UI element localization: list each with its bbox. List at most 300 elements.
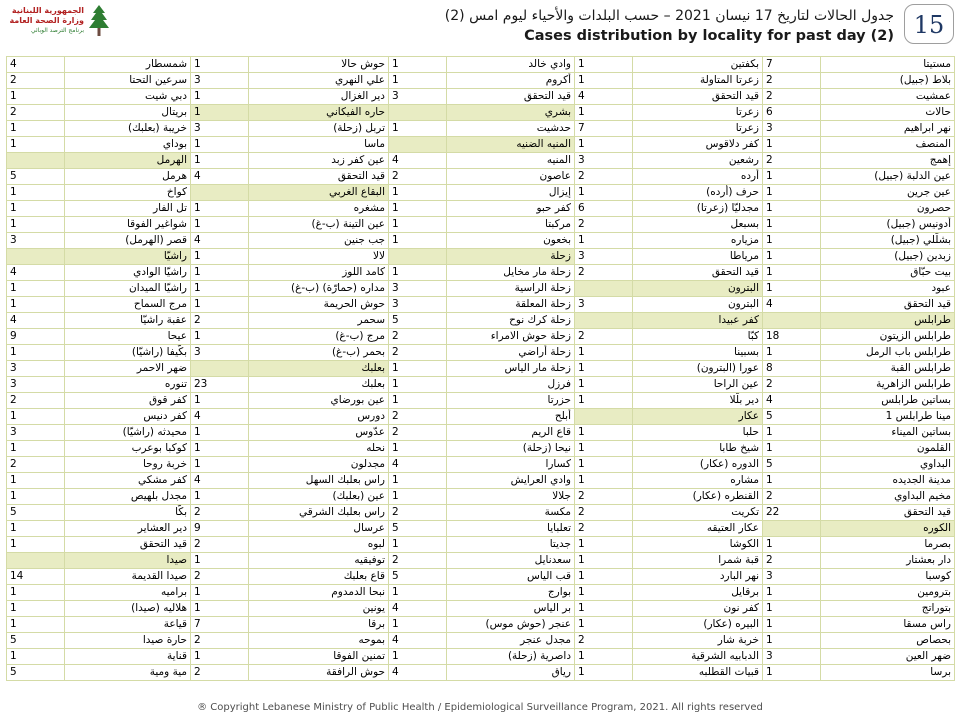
case-count: 1 [575,601,633,617]
case-count: 1 [763,185,821,201]
case-count: 3 [575,153,633,169]
locality-name: عقبة راشيّا [65,313,191,329]
locality-name: أبلح [447,409,575,425]
locality-name: دير الغزال [249,89,389,105]
case-count: 1 [389,361,447,377]
locality-name: كفر دلاقوس [633,137,763,153]
locality-name: مجدليّا (زعرتا) [633,201,763,217]
case-count [763,521,821,537]
case-count: 1 [7,185,65,201]
case-count: 2 [389,329,447,345]
case-count: 1 [763,217,821,233]
case-count: 3 [763,649,821,665]
table-row [7,265,955,281]
case-count [389,249,447,265]
case-count: 2 [7,73,65,89]
case-count: 2 [191,313,249,329]
locality-name: حالات [821,105,955,121]
locality-name: زحلة كرك نوح [447,313,575,329]
district-header: المنيه الضنيه [447,137,575,153]
locality-name: الدوره (عكار) [633,457,763,473]
case-count: 1 [191,265,249,281]
case-count: 1 [7,345,65,361]
case-count: 1 [575,585,633,601]
case-count: 1 [191,137,249,153]
case-count: 1 [575,457,633,473]
table-row [7,345,955,361]
case-count: 5 [389,521,447,537]
case-count: 22 [763,505,821,521]
case-count: 1 [763,249,821,265]
locality-name: تنوره [65,377,191,393]
case-count: 3 [389,89,447,105]
case-count: 7 [763,57,821,73]
table-row [7,297,955,313]
table-row [7,393,955,409]
locality-name: جب جنين [249,233,389,249]
locality-name: دار بعشتار [821,553,955,569]
case-count: 2 [389,505,447,521]
case-count: 1 [389,393,447,409]
locality-name: بموحه [249,633,389,649]
locality-name: عدّوس [249,425,389,441]
locality-name: ضهر الاحمر [65,361,191,377]
case-count: 5 [7,169,65,185]
locality-name: زحلة حوش الامراء [447,329,575,345]
case-count: 1 [389,57,447,73]
district-header: زحلة [447,249,575,265]
table-row [7,585,955,601]
locality-name: نهر البارد [633,569,763,585]
case-count: 1 [575,553,633,569]
locality-name: قاع بعلبك [249,569,389,585]
table-row [7,425,955,441]
table-row [7,361,955,377]
case-count: 1 [389,537,447,553]
locality-name: أدونيس (جبيل) [821,217,955,233]
case-count: 1 [763,425,821,441]
locality-name: المنيه [447,153,575,169]
case-count: 1 [389,377,447,393]
locality-name: راس بعلبك السهل [249,473,389,489]
locality-name: قيد التحقق [249,169,389,185]
case-count: 1 [575,233,633,249]
case-count: 5 [763,409,821,425]
district-header: بشري [447,105,575,121]
locality-name: عين (بعلبك) [249,489,389,505]
locality-name: عرسال [249,521,389,537]
locality-name: القنطره (عكار) [633,489,763,505]
locality-name: زبدين (جبيل) [821,249,955,265]
locality-name: زحلة مار الياس [447,361,575,377]
locality-name: قيد التحقق [633,265,763,281]
case-count: 2 [389,169,447,185]
table-row [7,601,955,617]
case-count: 3 [575,297,633,313]
case-count: 1 [7,217,65,233]
locality-name: راشيّا الوادي [65,265,191,281]
case-count: 4 [389,153,447,169]
district-header: صيدا [65,553,191,569]
case-count: 1 [7,537,65,553]
locality-name: قيد التحقق [633,89,763,105]
district-header: بعلبك [249,361,389,377]
locality-name: بترومين [821,585,955,601]
case-count: 2 [763,377,821,393]
case-count: 3 [389,281,447,297]
locality-name: قاع الريم [447,425,575,441]
locality-name: طرابلس باب الرمل [821,345,955,361]
case-count: 1 [763,537,821,553]
locality-name: توفيقيه [249,553,389,569]
locality-name: مجدل عنجر [447,633,575,649]
case-count: 1 [763,601,821,617]
locality-name: مجدل بلهيص [65,489,191,505]
locality-name: مداره (حمارّة) (ب-غ) [249,281,389,297]
locality-name: بعلبك [249,377,389,393]
case-count [191,361,249,377]
locality-name: البداوي [821,457,955,473]
locality-name: خريبة (بعلبك) [65,121,191,137]
case-count: 1 [389,649,447,665]
locality-name: برقايل [633,585,763,601]
case-count: 2 [575,521,633,537]
case-count: 1 [575,73,633,89]
locality-name: تل الفار [65,201,191,217]
case-count: 2 [191,665,249,681]
case-count: 1 [389,265,447,281]
case-count: 1 [763,169,821,185]
slide-number: 15 [904,4,954,44]
locality-name: إهمج [821,153,955,169]
case-count: 1 [763,441,821,457]
case-count: 2 [575,329,633,345]
case-count: 1 [575,345,633,361]
table-row [7,649,955,665]
case-count: 1 [191,281,249,297]
locality-name: حارة صيدا [65,633,191,649]
case-count: 2 [389,345,447,361]
case-count: 4 [191,233,249,249]
case-count [763,313,821,329]
locality-name: كوسبا [821,569,955,585]
case-count: 3 [191,121,249,137]
district-header: البقاع الغربي [249,185,389,201]
case-count: 3 [7,361,65,377]
case-count: 2 [389,553,447,569]
case-count: 9 [191,521,249,537]
case-count: 7 [191,617,249,633]
case-count: 4 [389,633,447,649]
table-row [7,249,955,265]
locality-name: عين التينة (ب-غ) [249,217,389,233]
case-count: 2 [575,633,633,649]
cases-table [6,56,955,681]
case-count: 1 [191,217,249,233]
locality-name: بحصاص [821,633,955,649]
case-count: 2 [191,633,249,649]
case-count: 1 [763,137,821,153]
case-count: 1 [389,201,447,217]
case-count: 4 [575,89,633,105]
locality-name: محيدثه (راشيّا) [65,425,191,441]
case-count: 3 [7,425,65,441]
locality-name: حوش الرافقة [249,665,389,681]
case-count: 1 [389,585,447,601]
district-header: راشيّا [65,249,191,265]
case-count: 2 [575,489,633,505]
locality-name: الدبابيه الشرقية [633,649,763,665]
case-count: 8 [763,361,821,377]
locality-name: بصرما [821,537,955,553]
case-count: 1 [763,585,821,601]
case-count: 18 [763,329,821,345]
case-count: 2 [389,425,447,441]
locality-name: شواغير الفوقا [65,217,191,233]
case-count [389,105,447,121]
case-count: 2 [763,553,821,569]
case-count: 1 [7,521,65,537]
case-count: 5 [389,313,447,329]
case-count: 2 [763,489,821,505]
locality-name: زعرتا [633,105,763,121]
case-count: 1 [7,489,65,505]
locality-name: حزرتا [447,393,575,409]
table-row [7,137,955,153]
locality-name: لالا [249,249,389,265]
locality-name: بكّا [65,505,191,521]
title-arabic: جدول الحالات لتاريخ 17 نيسان 2021 – حسب البلدات والأحياء ليوم امس (2) [444,8,894,24]
copyright-footer: ® Copyright Lebanese Ministry of Public Health / Epidemiological Surveillance Program, 2021. All rights reserved [197,702,763,713]
case-count: 2 [763,153,821,169]
locality-name: مركبتا [447,217,575,233]
table-row [7,121,955,137]
locality-name: قناية [65,649,191,665]
table-row [7,457,955,473]
locality-name: نهر ابراهيم [821,121,955,137]
case-count: 3 [191,73,249,89]
locality-name: مجدلون [249,457,389,473]
locality-name: مدينة الجديده [821,473,955,489]
case-count: 1 [191,441,249,457]
case-count [575,281,633,297]
case-count: 1 [389,185,447,201]
case-count: 5 [7,665,65,681]
case-count: 2 [763,73,821,89]
table-row [7,57,955,73]
case-count: 1 [191,553,249,569]
locality-name: داصرية (زحلة) [447,649,575,665]
case-count: 1 [575,473,633,489]
case-count: 2 [763,89,821,105]
locality-name: بخعون [447,233,575,249]
locality-name: برقا [249,617,389,633]
locality-name: راس مسقا [821,617,955,633]
case-count: 1 [763,233,821,249]
case-count: 2 [191,537,249,553]
locality-name: مشغره [249,201,389,217]
locality-name: البيره (عكار) [633,617,763,633]
locality-name: كفر مشكي [65,473,191,489]
locality-name: وادي العرايش [447,473,575,489]
case-count: 1 [7,137,65,153]
case-count: 3 [763,121,821,137]
case-count: 1 [763,473,821,489]
case-count: 1 [191,425,249,441]
case-count: 7 [575,121,633,137]
table-row [7,489,955,505]
district-header: الكوره [821,521,955,537]
logo-line-2: وزارة الصحة العامة [9,16,84,25]
case-count: 1 [575,569,633,585]
case-count: 1 [191,105,249,121]
case-count: 2 [7,393,65,409]
case-count: 9 [7,329,65,345]
case-count: 1 [575,137,633,153]
case-count: 1 [7,473,65,489]
case-count: 1 [575,393,633,409]
case-count: 4 [389,601,447,617]
locality-name: كفر حبو [447,201,575,217]
locality-name: بر الياس [447,601,575,617]
case-count: 1 [575,537,633,553]
table-row [7,441,955,457]
locality-name: بسبعل [633,217,763,233]
case-count: 2 [191,569,249,585]
case-count [7,249,65,265]
locality-name: بتوراتج [821,601,955,617]
case-count: 4 [7,57,65,73]
case-count: 1 [7,297,65,313]
case-count: 1 [7,201,65,217]
locality-name: سعدنايل [447,553,575,569]
cedar-tree-icon [88,4,110,38]
locality-name: قصر (الهرمل) [65,233,191,249]
locality-name: كفر دنيس [65,409,191,425]
table-row [7,569,955,585]
locality-name: بشلّلي (جبيل) [821,233,955,249]
locality-name: كواخ [65,185,191,201]
locality-name: بكّيفا (راشيّا) [65,345,191,361]
case-count: 1 [575,377,633,393]
locality-name: قب الياس [447,569,575,585]
table-row [7,553,955,569]
locality-name: جديتا [447,537,575,553]
locality-name: خربة روحا [65,457,191,473]
case-count: 6 [763,105,821,121]
locality-name: هلاليه (صيدا) [65,601,191,617]
locality-name: كفر نون [633,601,763,617]
case-count: 4 [389,665,447,681]
locality-name: حصرون [821,201,955,217]
slide-titles [445,6,894,46]
table-row [7,617,955,633]
locality-name: قيد التحقق [821,297,955,313]
locality-name: تكريت [633,505,763,521]
locality-name: أكروم [447,73,575,89]
case-count: 1 [575,105,633,121]
case-count: 2 [575,505,633,521]
table-row [7,233,955,249]
locality-name: عين كفر زبد [249,153,389,169]
locality-name: مية ومية [65,665,191,681]
case-count: 1 [763,665,821,681]
case-count: 4 [191,169,249,185]
case-count: 6 [575,201,633,217]
locality-name: البترون [633,297,763,313]
table-row [7,73,955,89]
locality-name: شيخ طابا [633,441,763,457]
locality-name: برسا [821,665,955,681]
locality-name: خربة شار [633,633,763,649]
case-count: 2 [575,169,633,185]
locality-name: زحلة المعلقة [447,297,575,313]
table-row [7,89,955,105]
locality-name: مزياره [633,233,763,249]
locality-name: كسارا [447,457,575,473]
case-count: 1 [191,201,249,217]
case-count: 1 [389,121,447,137]
table-row [7,665,955,681]
table-row [7,105,955,121]
table-row [7,377,955,393]
locality-name: زعرتا [633,121,763,137]
locality-name: عين الدلبة (جبيل) [821,169,955,185]
locality-name: عمشيت [821,89,955,105]
case-count: 3 [7,377,65,393]
district-header: طرابلس [821,313,955,329]
case-count: 1 [7,89,65,105]
case-count: 1 [191,57,249,73]
case-count: 4 [389,457,447,473]
case-count: 1 [191,585,249,601]
locality-name: كبّا [633,329,763,345]
case-count: 1 [763,633,821,649]
locality-name: راس بعلبك الشرقي [249,505,389,521]
case-count: 5 [763,457,821,473]
district-header: الهرمل [65,153,191,169]
locality-name: الكوشا [633,537,763,553]
locality-name: قياعة [65,617,191,633]
title-english: Cases distribution by locality for past day (2) [524,28,894,44]
case-count: 1 [191,601,249,617]
table-row [7,217,955,233]
locality-name: دير بلّلا [633,393,763,409]
locality-name: دبي شيت [65,89,191,105]
locality-name: مكسة [447,505,575,521]
district-header: البترون [633,281,763,297]
locality-name: وادي خالد [447,57,575,73]
table-row [7,633,955,649]
locality-name: مستيتا [821,57,955,73]
locality-name: عنجر (حوش موس) [447,617,575,633]
locality-name: حلبا [633,425,763,441]
district-header: عكار [633,409,763,425]
case-count: 1 [763,265,821,281]
locality-name: بوداي [65,137,191,153]
locality-name: عيحا [65,329,191,345]
locality-name: عين بورضاي [249,393,389,409]
case-count [575,313,633,329]
case-count: 1 [191,329,249,345]
cases-table-body [7,57,955,681]
locality-name: بلاط (جبيل) [821,73,955,89]
case-count: 4 [763,393,821,409]
case-count: 3 [7,233,65,249]
table-row [7,153,955,169]
locality-name: قيد التحقق [447,89,575,105]
case-count: 1 [575,361,633,377]
